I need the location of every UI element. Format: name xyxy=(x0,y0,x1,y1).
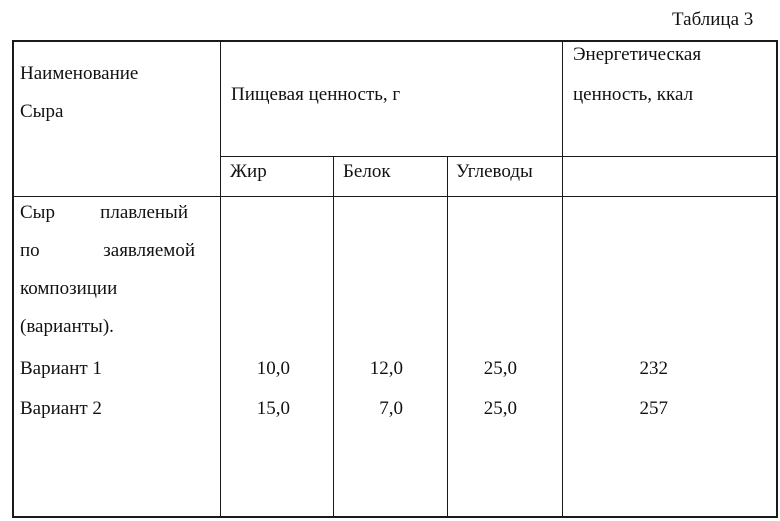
row-2-energy: 257 xyxy=(639,398,668,419)
header-energy-line1: Энергетическая xyxy=(573,44,702,65)
table-bottom-border xyxy=(12,516,778,518)
row-1-protein: 12,0 xyxy=(369,358,403,379)
table-right-border xyxy=(776,40,778,518)
product-line-2b: заявляемой xyxy=(103,240,195,261)
row-2-name: Вариант 2 xyxy=(20,398,102,419)
protein-column-divider xyxy=(447,156,448,518)
row-2-carbs: 25,0 xyxy=(483,398,517,419)
header-bottom-line xyxy=(12,196,778,197)
row-2-fat: 15,0 xyxy=(256,398,290,419)
row-2-protein: 7,0 xyxy=(379,398,403,419)
header-fat: Жир xyxy=(230,161,267,182)
row-1-carbs: 25,0 xyxy=(483,358,517,379)
header-subrow-top-line xyxy=(220,156,778,157)
row-1-fat: 10,0 xyxy=(256,358,290,379)
table-left-border xyxy=(12,40,14,518)
header-carbs: Углеводы xyxy=(456,161,533,182)
table-top-border xyxy=(12,40,778,42)
product-line-2 xyxy=(20,240,195,262)
header-protein: Белок xyxy=(343,161,391,182)
header-name-line1: Наименование xyxy=(20,63,139,84)
header-name-line2: Сыра xyxy=(20,101,64,122)
header-nutrition: Пищевая ценность, г xyxy=(231,84,401,105)
table-caption: Таблица 3 xyxy=(672,9,754,30)
fat-column-divider xyxy=(333,156,334,518)
product-line-1 xyxy=(20,202,188,224)
row-1-energy: 232 xyxy=(639,358,668,379)
product-line-1a: Сыр xyxy=(20,202,55,223)
product-line-4: (варианты). xyxy=(20,316,114,337)
header-energy-line2: ценность, ккал xyxy=(573,84,694,105)
product-line-3: композиции xyxy=(20,278,118,299)
product-line-2a: по xyxy=(20,240,40,261)
energy-column-divider xyxy=(562,40,563,518)
name-column-divider xyxy=(220,40,221,518)
row-1-name: Вариант 1 xyxy=(20,358,102,379)
product-line-1b: плавленый xyxy=(100,202,188,223)
